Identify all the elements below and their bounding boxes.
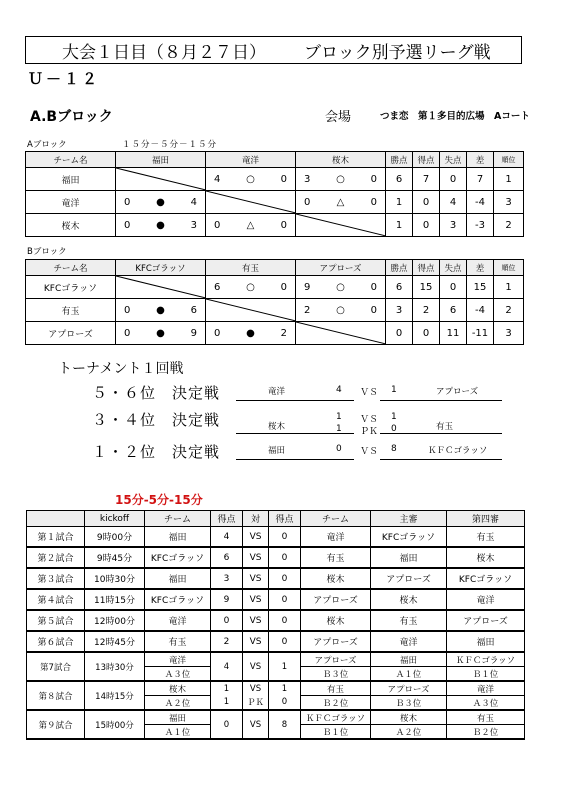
schedule-fourth-cell: 竜洋 (447, 681, 525, 696)
result-cell (296, 168, 386, 191)
stat-cell: 1 (386, 191, 413, 214)
league-header-cell: 得点 (413, 260, 440, 276)
stat-cell: 2 (494, 299, 524, 322)
stat-cell: 7 (467, 168, 494, 191)
stat-cell: 0 (440, 168, 467, 191)
schedule-match-cell: 第３試合 (27, 568, 85, 589)
stat-cell: 3 (386, 299, 413, 322)
result-goals: 0 (280, 219, 287, 231)
schedule-vs-cell: VS (243, 568, 269, 589)
league-header-cell: 順位 (494, 260, 524, 276)
stat-cell: -3 (467, 214, 494, 237)
schedule-kickoff-cell: 11時15分 (85, 589, 145, 610)
venue-label: 会場 (325, 110, 352, 125)
schedule-home-cell: 福田 (145, 710, 211, 725)
schedule-as-pk-cell: 0 (269, 696, 301, 711)
tournament-right-score: 8 (391, 444, 397, 454)
self-match-cell (206, 299, 296, 322)
schedule-ref-cell: 有玉 (371, 610, 447, 631)
schedule-home-cell: KFCゴラッソ (145, 589, 211, 610)
match-schedule-table (26, 510, 525, 740)
league-header-cell: 失点 (440, 260, 467, 276)
stat-cell: 0 (386, 322, 413, 345)
schedule-match-cell: 第7試合 (27, 652, 85, 681)
tournament-vs: ＶＳ (360, 447, 379, 457)
schedule-away-cell: 桜木 (301, 610, 371, 631)
stat-cell: 2 (494, 214, 524, 237)
result-goals: 0 (124, 304, 131, 316)
result-goals: 0 (214, 219, 221, 231)
schedule-as-cell: 8 (269, 710, 301, 739)
schedule-as-cell: 0 (269, 589, 301, 610)
b-block-league-table (25, 259, 524, 345)
result-mark: ○ (336, 304, 345, 316)
schedule-fourth-cell: 竜洋 (447, 589, 525, 610)
schedule-hs-cell: 1 (211, 681, 243, 696)
schedule-away-seed-cell: Ｂ１位 (301, 725, 371, 740)
result-cell (296, 191, 386, 214)
tournament-vs: ＶＳ (360, 388, 379, 398)
result-cell (296, 299, 386, 322)
schedule-match-cell: 第２試合 (27, 547, 85, 568)
tournament-right-score: 1 (391, 385, 397, 395)
schedule-vs-cell: VS (243, 610, 269, 631)
schedule-match-cell: 第５試合 (27, 610, 85, 631)
league-header-cell: 差 (467, 152, 494, 168)
schedule-row (27, 547, 525, 568)
schedule-header-cell: kickoff (85, 511, 145, 527)
stat-cell: 2 (413, 299, 440, 322)
schedule-fourth-cell: 桜木 (447, 547, 525, 568)
bracket-line (236, 400, 354, 401)
stat-cell: 0 (413, 214, 440, 237)
stat-cell: 1 (494, 168, 524, 191)
schedule-ref-cell: アプローズ (371, 681, 447, 696)
team-name-cell: 竜洋 (26, 191, 116, 214)
tournament-left-score: 0 (336, 444, 342, 454)
schedule-kickoff-cell: 12時45分 (85, 631, 145, 652)
schedule-away-cell: アプローズ (301, 652, 371, 667)
a-block-label: Aブロック (27, 140, 67, 150)
schedule-away-seed-cell: Ｂ２位 (301, 696, 371, 711)
schedule-knockout-row (27, 652, 525, 667)
league-header-cell: 有玉 (206, 260, 296, 276)
result-mark: △ (336, 196, 345, 208)
schedule-header-cell: 第四審 (447, 511, 525, 527)
result-mark: ○ (246, 173, 255, 185)
schedule-hs-cell: 4 (211, 527, 243, 548)
diagonal-line (206, 299, 296, 321)
venue-name: つま恋 第１多目的広場 Aコート (380, 111, 530, 122)
league-header-cell: チーム名 (26, 152, 116, 168)
league-row (26, 214, 524, 237)
schedule-as-cell: 0 (269, 547, 301, 568)
stat-cell: 6 (386, 276, 413, 299)
league-header-row (26, 152, 524, 168)
result-cell (206, 168, 296, 191)
league-title: ブロック別予選リーグ戦 (304, 42, 491, 63)
schedule-knockout-row (27, 710, 525, 725)
schedule-home-cell: 竜洋 (145, 652, 211, 667)
a-block-format: １５分－５分－１５分 (122, 140, 218, 150)
schedule-fourth-seed-cell: Ｂ１位 (447, 667, 525, 682)
schedule-hs-cell: 2 (211, 631, 243, 652)
stat-cell: 6 (440, 299, 467, 322)
result-mark: ● (156, 327, 165, 339)
tournament-left-pk: 1 (336, 424, 342, 434)
tournament-pk-label: ＰＫ (360, 427, 379, 437)
result-goals: 2 (304, 304, 311, 316)
schedule-match-cell: 第９試合 (27, 710, 85, 739)
result-goals: 9 (190, 327, 197, 339)
league-row (26, 299, 524, 322)
schedule-home-cell: 桜木 (145, 681, 211, 696)
a-block-league-table (25, 151, 524, 237)
schedule-ref-cell: 桜木 (371, 589, 447, 610)
block-heading: A.Bブロック (30, 109, 113, 125)
schedule-vs-cell: VS (243, 681, 269, 696)
league-header-cell: 竜洋 (206, 152, 296, 168)
schedule-ref-seed-cell: Ｂ３位 (371, 696, 447, 711)
result-goals: 0 (370, 304, 377, 316)
stat-cell: 15 (413, 276, 440, 299)
result-goals: 2 (280, 327, 287, 339)
result-cell (206, 276, 296, 299)
schedule-format-caption: 15分-5分-15分 (115, 493, 203, 507)
stat-cell: 1 (494, 276, 524, 299)
title-box (25, 36, 522, 64)
tournament-match-label: １・２位 決定戦 (92, 443, 221, 461)
schedule-ref-cell: KFCゴラッソ (371, 527, 447, 548)
tournament-left-team: 竜洋 (268, 387, 286, 397)
stat-cell: 4 (440, 191, 467, 214)
schedule-as-cell: 0 (269, 631, 301, 652)
schedule-ref-cell: アプローズ (371, 568, 447, 589)
bracket-line (380, 433, 502, 434)
schedule-as-cell: 1 (269, 681, 301, 696)
schedule-header-cell: 対 (243, 511, 269, 527)
schedule-vs-cell: VS (243, 631, 269, 652)
schedule-kickoff-cell: 14時15分 (85, 681, 145, 710)
tournament-vs: ＶＳ (360, 415, 379, 425)
league-row (26, 191, 524, 214)
schedule-fourth-cell: 福田 (447, 631, 525, 652)
tournament-right-team: アプローズ (436, 387, 479, 397)
result-cell (206, 322, 296, 345)
schedule-vs-cell: VS (243, 547, 269, 568)
schedule-away-cell: 有玉 (301, 681, 371, 696)
schedule-away-cell: 有玉 (301, 547, 371, 568)
stat-cell: 11 (440, 322, 467, 345)
schedule-kickoff-cell: 13時30分 (85, 652, 145, 681)
league-header-cell: 失点 (440, 152, 467, 168)
diagonal-line (116, 276, 206, 298)
tournament-left-team: 福田 (268, 446, 286, 456)
league-row (26, 322, 524, 345)
result-cell (116, 214, 206, 237)
result-goals: 0 (280, 173, 287, 185)
schedule-away-cell: アプローズ (301, 631, 371, 652)
league-header-cell: チーム名 (26, 260, 116, 276)
schedule-away-cell: アプローズ (301, 589, 371, 610)
stat-cell: 3 (494, 191, 524, 214)
league-row (26, 276, 524, 299)
schedule-knockout-row (27, 681, 525, 696)
schedule-as-cell: 0 (269, 527, 301, 548)
schedule-hs-pk-cell: 1 (211, 696, 243, 711)
result-goals: 0 (370, 281, 377, 293)
result-mark: ○ (336, 173, 345, 185)
result-goals: 0 (124, 196, 131, 208)
bracket-line (236, 459, 354, 460)
result-goals: 0 (214, 327, 221, 339)
league-header-cell: 福田 (116, 152, 206, 168)
result-goals: 0 (304, 196, 311, 208)
schedule-header-cell (27, 511, 85, 527)
tournament-right-team: ＫＦＣゴラッソ (428, 446, 488, 456)
result-goals: 4 (214, 173, 221, 185)
result-mark: ● (156, 219, 165, 231)
schedule-hs-cell: 9 (211, 589, 243, 610)
stat-cell: 15 (467, 276, 494, 299)
league-header-cell: 差 (467, 260, 494, 276)
schedule-header-row (27, 511, 525, 527)
schedule-hs-cell: 0 (211, 710, 243, 739)
result-goals: 6 (190, 304, 197, 316)
schedule-match-cell: 第４試合 (27, 589, 85, 610)
schedule-row (27, 527, 525, 548)
league-header-cell: 勝点 (386, 152, 413, 168)
result-cell (206, 214, 296, 237)
schedule-vs-cell: VS (243, 527, 269, 548)
category-label: Ｕ－１２ (28, 70, 101, 88)
schedule-hs-cell: 0 (211, 610, 243, 631)
schedule-ref-seed-cell: Ａ２位 (371, 725, 447, 740)
schedule-away-cell: 桜木 (301, 568, 371, 589)
schedule-away-cell: 竜洋 (301, 527, 371, 548)
schedule-hs-cell: 3 (211, 568, 243, 589)
schedule-home-cell: 竜洋 (145, 610, 211, 631)
diagonal-line (116, 168, 206, 190)
result-goals: 0 (124, 327, 131, 339)
schedule-kickoff-cell: 10時30分 (85, 568, 145, 589)
result-mark: △ (246, 219, 255, 231)
result-goals: 0 (370, 173, 377, 185)
league-header-cell: 得点 (413, 152, 440, 168)
tournament-title: トーナメント１回戦 (58, 361, 184, 377)
b-block-label: Bブロック (27, 247, 67, 257)
schedule-as-cell: 0 (269, 568, 301, 589)
tournament-match-label: ５・６位 決定戦 (92, 384, 221, 402)
schedule-header-cell: 得点 (211, 511, 243, 527)
result-goals: 0 (124, 219, 131, 231)
tournament-left-score: 4 (336, 385, 342, 395)
result-goals: 0 (370, 196, 377, 208)
schedule-match-cell: 第８試合 (27, 681, 85, 710)
result-goals: 4 (190, 196, 197, 208)
diagonal-line (296, 322, 386, 344)
result-goals: 3 (304, 173, 311, 185)
schedule-fourth-cell: アプローズ (447, 610, 525, 631)
schedule-vs-cell: VS (243, 710, 269, 739)
schedule-fourth-cell: 有玉 (447, 527, 525, 548)
result-goals: 6 (214, 281, 221, 293)
result-goals: 0 (280, 281, 287, 293)
schedule-row (27, 631, 525, 652)
schedule-row (27, 610, 525, 631)
tournament-left-score: 1 (336, 412, 342, 422)
schedule-kickoff-cell: 9時00分 (85, 527, 145, 548)
schedule-match-cell: 第６試合 (27, 631, 85, 652)
self-match-cell (296, 322, 386, 345)
schedule-home-seed-cell: Ａ１位 (145, 725, 211, 740)
tournament-left-team: 桜木 (268, 422, 286, 432)
result-cell (116, 322, 206, 345)
schedule-row (27, 568, 525, 589)
schedule-home-seed-cell: Ａ２位 (145, 696, 211, 711)
schedule-row (27, 589, 525, 610)
stat-cell: 0 (413, 191, 440, 214)
schedule-home-cell: 有玉 (145, 631, 211, 652)
team-name-cell: KFCゴラッソ (26, 276, 116, 299)
league-header-cell: 勝点 (386, 260, 413, 276)
schedule-ref-cell: 桜木 (371, 710, 447, 725)
team-name-cell: 有玉 (26, 299, 116, 322)
result-cell (116, 299, 206, 322)
stat-cell: 0 (440, 276, 467, 299)
stat-cell: 3 (494, 322, 524, 345)
schedule-ref-cell: 福田 (371, 547, 447, 568)
league-header-cell: KFCゴラッソ (116, 260, 206, 276)
schedule-away-seed-cell: Ｂ３位 (301, 667, 371, 682)
tournament-right-score: 1 (391, 412, 397, 422)
schedule-away-cell: ＫＦＣゴラッソ (301, 710, 371, 725)
schedule-header-cell: 得点 (269, 511, 301, 527)
stat-cell: 3 (440, 214, 467, 237)
league-header-row (26, 260, 524, 276)
result-cell (296, 276, 386, 299)
schedule-home-cell: 福田 (145, 527, 211, 548)
stat-cell: -4 (467, 191, 494, 214)
schedule-vs-cell: VS (243, 589, 269, 610)
result-mark: ○ (336, 281, 345, 293)
team-name-cell: アプローズ (26, 322, 116, 345)
bracket-line (380, 459, 502, 460)
schedule-ref-seed-cell: Ａ１位 (371, 667, 447, 682)
schedule-ref-cell: 福田 (371, 652, 447, 667)
schedule-ref-cell: 竜洋 (371, 631, 447, 652)
schedule-kickoff-cell: 12時00分 (85, 610, 145, 631)
schedule-kickoff-cell: 9時45分 (85, 547, 145, 568)
stat-cell: 0 (413, 322, 440, 345)
schedule-header-cell: チーム (145, 511, 211, 527)
result-mark: ● (156, 304, 165, 316)
schedule-hs-cell: 6 (211, 547, 243, 568)
stat-cell: 6 (386, 168, 413, 191)
league-header-cell: アプローズ (296, 260, 386, 276)
self-match-cell (296, 214, 386, 237)
stat-cell: -4 (467, 299, 494, 322)
schedule-fourth-cell: 有玉 (447, 710, 525, 725)
bracket-line (380, 400, 502, 401)
schedule-as-cell: 0 (269, 610, 301, 631)
team-name-cell: 桜木 (26, 214, 116, 237)
schedule-vs-cell: VS (243, 652, 269, 681)
stat-cell: 7 (413, 168, 440, 191)
diagonal-line (296, 214, 386, 236)
league-header-cell: 順位 (494, 152, 524, 168)
team-name-cell: 福田 (26, 168, 116, 191)
schedule-as-cell: 1 (269, 652, 301, 681)
schedule-match-cell: 第１試合 (27, 527, 85, 548)
result-goals: 3 (190, 219, 197, 231)
bracket-line (236, 433, 354, 434)
tournament-day-title: 大会１日目（８月２７日） (62, 42, 266, 63)
self-match-cell (116, 168, 206, 191)
schedule-fourth-seed-cell: Ｂ２位 (447, 725, 525, 740)
schedule-header-cell: 主審 (371, 511, 447, 527)
self-match-cell (206, 191, 296, 214)
stat-cell: -11 (467, 322, 494, 345)
diagonal-line (206, 191, 296, 213)
result-mark: ● (246, 327, 255, 339)
schedule-home-cell: KFCゴラッソ (145, 547, 211, 568)
schedule-home-cell: 福田 (145, 568, 211, 589)
schedule-hs-cell: 4 (211, 652, 243, 681)
schedule-fourth-seed-cell: Ａ３位 (447, 696, 525, 711)
schedule-kickoff-cell: 15時00分 (85, 710, 145, 739)
league-header-cell: 桜木 (296, 152, 386, 168)
schedule-fourth-cell: KFCゴラッソ (447, 568, 525, 589)
league-row (26, 168, 524, 191)
result-goals: 9 (304, 281, 311, 293)
tournament-match-label: ３・４位 決定戦 (92, 411, 221, 429)
schedule-header-cell: チーム (301, 511, 371, 527)
schedule-fourth-cell: ＫＦＣゴラッソ (447, 652, 525, 667)
result-cell (116, 191, 206, 214)
schedule-vs-pk-cell: ＰＫ (243, 696, 269, 711)
tournament-right-team: 有玉 (436, 422, 454, 432)
self-match-cell (116, 276, 206, 299)
result-mark: ○ (246, 281, 255, 293)
result-mark: ● (156, 196, 165, 208)
schedule-home-seed-cell: Ａ３位 (145, 667, 211, 682)
stat-cell: 1 (386, 214, 413, 237)
tournament-right-pk: 0 (391, 424, 397, 434)
